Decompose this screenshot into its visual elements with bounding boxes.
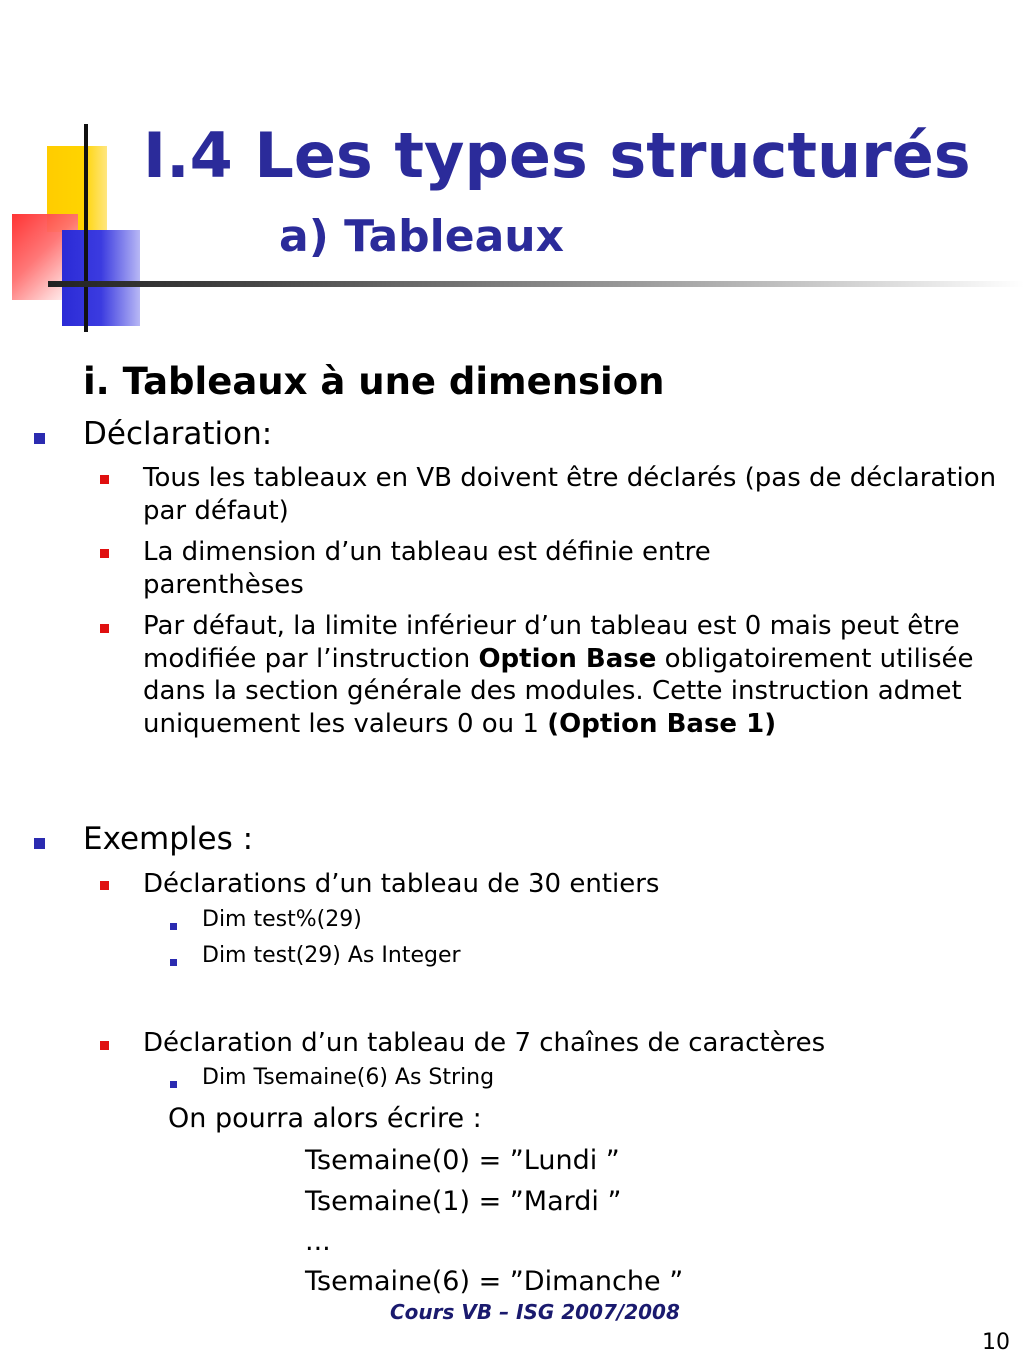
slide-subtitle: a) Tableaux [279, 211, 564, 262]
declaration-point-2: La dimension d’un tableau est définie entre parenthèses [143, 537, 711, 600]
example-2-note: On pourra alors écrire : [168, 1103, 482, 1134]
bullet-square-icon [34, 433, 45, 444]
code-line-1: Tsemaine(0) = ”Lundi ” [305, 1145, 620, 1176]
bullet-square-icon [100, 549, 109, 558]
title-underline [48, 281, 1024, 287]
example-2-code-1: Dim Tsemaine(6) As String [202, 1065, 495, 1090]
bullet-square-icon [100, 624, 109, 633]
bullet-square-icon [170, 923, 177, 930]
bullet-square-icon [34, 838, 45, 849]
declaration-point-1: Tous les tableaux en VB doivent être déclarés (pas de déclaration par défaut) [143, 463, 997, 526]
example-1-label: Déclarations d’un tableau de 30 entiers [143, 869, 660, 899]
declaration-point-3 [143, 610, 1003, 740]
slide-footer: Cours VB – ISG 2007/2008 [390, 1300, 680, 1324]
decor-vertical-line [84, 124, 88, 332]
bullet-square-icon [100, 475, 109, 484]
examples-label: Exemples : [83, 821, 254, 857]
option-base-keyword: Option Base [478, 643, 657, 674]
decor-blue-square [62, 230, 140, 326]
example-1-code-1: Dim test%(29) [202, 907, 362, 932]
bullet-square-icon [170, 959, 177, 966]
slide-title: I.4 Les types structurés [143, 119, 971, 192]
bullet-square-icon [100, 881, 109, 890]
option-base-example: (Option Base 1) [547, 708, 777, 739]
point3-text-b: obligatoirement utilisée dans la section générale des modules. Cette instruction admet uniquement les valeurs 0 ou 1 [143, 643, 974, 739]
bullet-square-icon [100, 1041, 109, 1050]
section-heading: i. Tableaux à une dimension [83, 360, 665, 403]
bullet-square-icon [170, 1081, 177, 1088]
page-number: 10 [982, 1330, 1010, 1355]
code-line-3: Tsemaine(6) = ”Dimanche ” [305, 1266, 684, 1297]
example-1-code-2: Dim test(29) As Integer [202, 943, 461, 968]
example-2-label: Déclaration d’un tableau de 7 chaînes de caractères [143, 1028, 826, 1058]
code-line-2: Tsemaine(1) = ”Mardi ” [305, 1186, 622, 1217]
code-ellipsis: ... [305, 1226, 331, 1257]
declaration-label: Déclaration: [83, 416, 273, 452]
point3-text-a: Par défaut, la limite inférieur d’un tableau est 0 mais peut être modifiée par l’instruction [143, 611, 960, 674]
